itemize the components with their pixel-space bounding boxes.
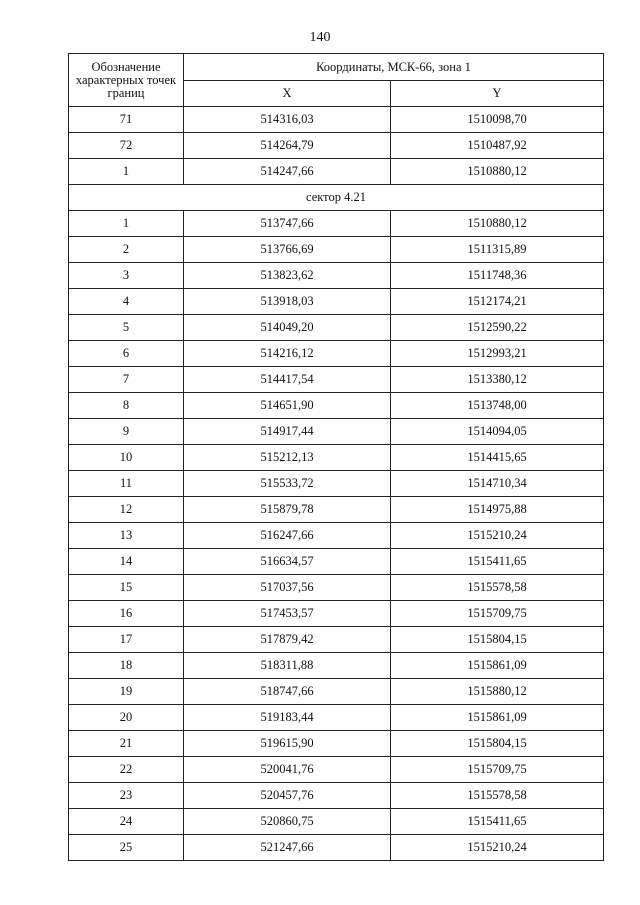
x-value-cell: 517879,42 — [184, 627, 391, 653]
table-row — [69, 211, 604, 237]
point-id-cell: 1 — [69, 211, 184, 237]
table-row — [69, 731, 604, 757]
point-label-header: Обозначение характерных точек границ — [69, 54, 184, 107]
section-label: сектор 4.21 — [69, 185, 604, 211]
point-id-cell: 6 — [69, 341, 184, 367]
x-value-cell: 521247,66 — [184, 835, 391, 861]
point-id-cell: 10 — [69, 445, 184, 471]
table-row — [69, 237, 604, 263]
y-value-cell: 1512590,22 — [391, 315, 604, 341]
x-value-cell: 513823,62 — [184, 263, 391, 289]
y-value-cell: 1515861,09 — [391, 653, 604, 679]
table-row — [69, 263, 604, 289]
y-value-cell: 1512174,21 — [391, 289, 604, 315]
y-value-cell: 1510880,12 — [391, 159, 604, 185]
y-value-cell: 1515709,75 — [391, 601, 604, 627]
table-row — [69, 315, 604, 341]
y-value-cell: 1515578,58 — [391, 783, 604, 809]
y-value-cell: 1515578,58 — [391, 575, 604, 601]
table-row — [69, 809, 604, 835]
x-value-cell: 518747,66 — [184, 679, 391, 705]
y-value-cell: 1514094,05 — [391, 419, 604, 445]
x-value-cell: 514247,66 — [184, 159, 391, 185]
point-id-cell: 14 — [69, 549, 184, 575]
y-value-cell: 1515411,65 — [391, 809, 604, 835]
y-value-cell: 1514710,34 — [391, 471, 604, 497]
y-value-cell: 1513748,00 — [391, 393, 604, 419]
table-row — [69, 367, 604, 393]
point-id-cell: 3 — [69, 263, 184, 289]
x-value-cell: 516634,57 — [184, 549, 391, 575]
y-value-cell: 1515861,09 — [391, 705, 604, 731]
x-value-cell: 515212,13 — [184, 445, 391, 471]
table-row — [69, 341, 604, 367]
table-row — [69, 159, 604, 185]
table-row — [69, 393, 604, 419]
point-id-cell: 1 — [69, 159, 184, 185]
y-value-cell: 1512993,21 — [391, 341, 604, 367]
point-id-cell: 7 — [69, 367, 184, 393]
table-body-before — [69, 107, 604, 185]
point-id-cell: 4 — [69, 289, 184, 315]
table-row — [69, 549, 604, 575]
y-value-cell: 1510487,92 — [391, 133, 604, 159]
point-id-cell: 25 — [69, 835, 184, 861]
table-row — [69, 107, 604, 133]
coordinates-table — [68, 53, 604, 861]
table-row — [69, 783, 604, 809]
y-value-cell: 1515709,75 — [391, 757, 604, 783]
x-value-cell: 519183,44 — [184, 705, 391, 731]
x-value-cell: 517453,57 — [184, 601, 391, 627]
point-id-cell: 22 — [69, 757, 184, 783]
table-row — [69, 835, 604, 861]
point-id-cell: 24 — [69, 809, 184, 835]
table-row — [69, 757, 604, 783]
table-row — [69, 445, 604, 471]
x-value-cell: 518311,88 — [184, 653, 391, 679]
x-value-cell: 520041,76 — [184, 757, 391, 783]
page-number: 140 — [309, 30, 331, 45]
table-row — [69, 627, 604, 653]
point-id-cell: 19 — [69, 679, 184, 705]
y-value-cell: 1515411,65 — [391, 549, 604, 575]
x-value-cell: 514316,03 — [184, 107, 391, 133]
table-row — [69, 601, 604, 627]
section-row-group — [69, 185, 604, 211]
x-value-cell: 516247,66 — [184, 523, 391, 549]
point-id-cell: 71 — [69, 107, 184, 133]
x-value-cell: 520457,76 — [184, 783, 391, 809]
point-id-cell: 72 — [69, 133, 184, 159]
coords-group-header: Координаты, МСК-66, зона 1 — [184, 54, 604, 81]
y-value-cell: 1511748,36 — [391, 263, 604, 289]
y-value-cell: 1514975,88 — [391, 497, 604, 523]
point-id-cell: 18 — [69, 653, 184, 679]
point-id-cell: 9 — [69, 419, 184, 445]
table-row — [69, 705, 604, 731]
x-value-cell: 519615,90 — [184, 731, 391, 757]
x-value-cell: 514216,12 — [184, 341, 391, 367]
x-value-cell: 515879,78 — [184, 497, 391, 523]
y-value-cell: 1515880,12 — [391, 679, 604, 705]
table-row — [69, 575, 604, 601]
y-value-cell: 1510098,70 — [391, 107, 604, 133]
x-value-cell: 514917,44 — [184, 419, 391, 445]
x-value-cell: 513766,69 — [184, 237, 391, 263]
table-row — [69, 289, 604, 315]
x-column-header: X — [184, 81, 391, 107]
point-id-cell: 12 — [69, 497, 184, 523]
x-value-cell: 517037,56 — [184, 575, 391, 601]
y-value-cell: 1515210,24 — [391, 523, 604, 549]
x-value-cell: 513747,66 — [184, 211, 391, 237]
x-value-cell: 520860,75 — [184, 809, 391, 835]
x-value-cell: 514264,79 — [184, 133, 391, 159]
y-value-cell: 1514415,65 — [391, 445, 604, 471]
point-id-cell: 21 — [69, 731, 184, 757]
y-value-cell: 1515804,15 — [391, 627, 604, 653]
table-row — [69, 419, 604, 445]
y-value-cell: 1513380,12 — [391, 367, 604, 393]
x-value-cell: 514651,90 — [184, 393, 391, 419]
point-id-cell: 8 — [69, 393, 184, 419]
table-row — [69, 523, 604, 549]
y-value-cell: 1510880,12 — [391, 211, 604, 237]
point-id-cell: 20 — [69, 705, 184, 731]
section-row — [69, 185, 604, 211]
point-id-cell: 15 — [69, 575, 184, 601]
table-row — [69, 679, 604, 705]
table-body-after — [69, 211, 604, 861]
y-value-cell: 1515804,15 — [391, 731, 604, 757]
table-row — [69, 133, 604, 159]
x-value-cell: 514049,20 — [184, 315, 391, 341]
table-row — [69, 653, 604, 679]
point-id-cell: 23 — [69, 783, 184, 809]
point-id-cell: 2 — [69, 237, 184, 263]
point-id-cell: 13 — [69, 523, 184, 549]
x-value-cell: 515533,72 — [184, 471, 391, 497]
point-id-cell: 16 — [69, 601, 184, 627]
point-id-cell: 11 — [69, 471, 184, 497]
table-row — [69, 497, 604, 523]
table-row — [69, 471, 604, 497]
y-value-cell: 1515210,24 — [391, 835, 604, 861]
point-id-cell: 5 — [69, 315, 184, 341]
x-value-cell: 513918,03 — [184, 289, 391, 315]
x-value-cell: 514417,54 — [184, 367, 391, 393]
y-value-cell: 1511315,89 — [391, 237, 604, 263]
table-header — [69, 54, 604, 107]
point-id-cell: 17 — [69, 627, 184, 653]
y-column-header: Y — [391, 81, 604, 107]
